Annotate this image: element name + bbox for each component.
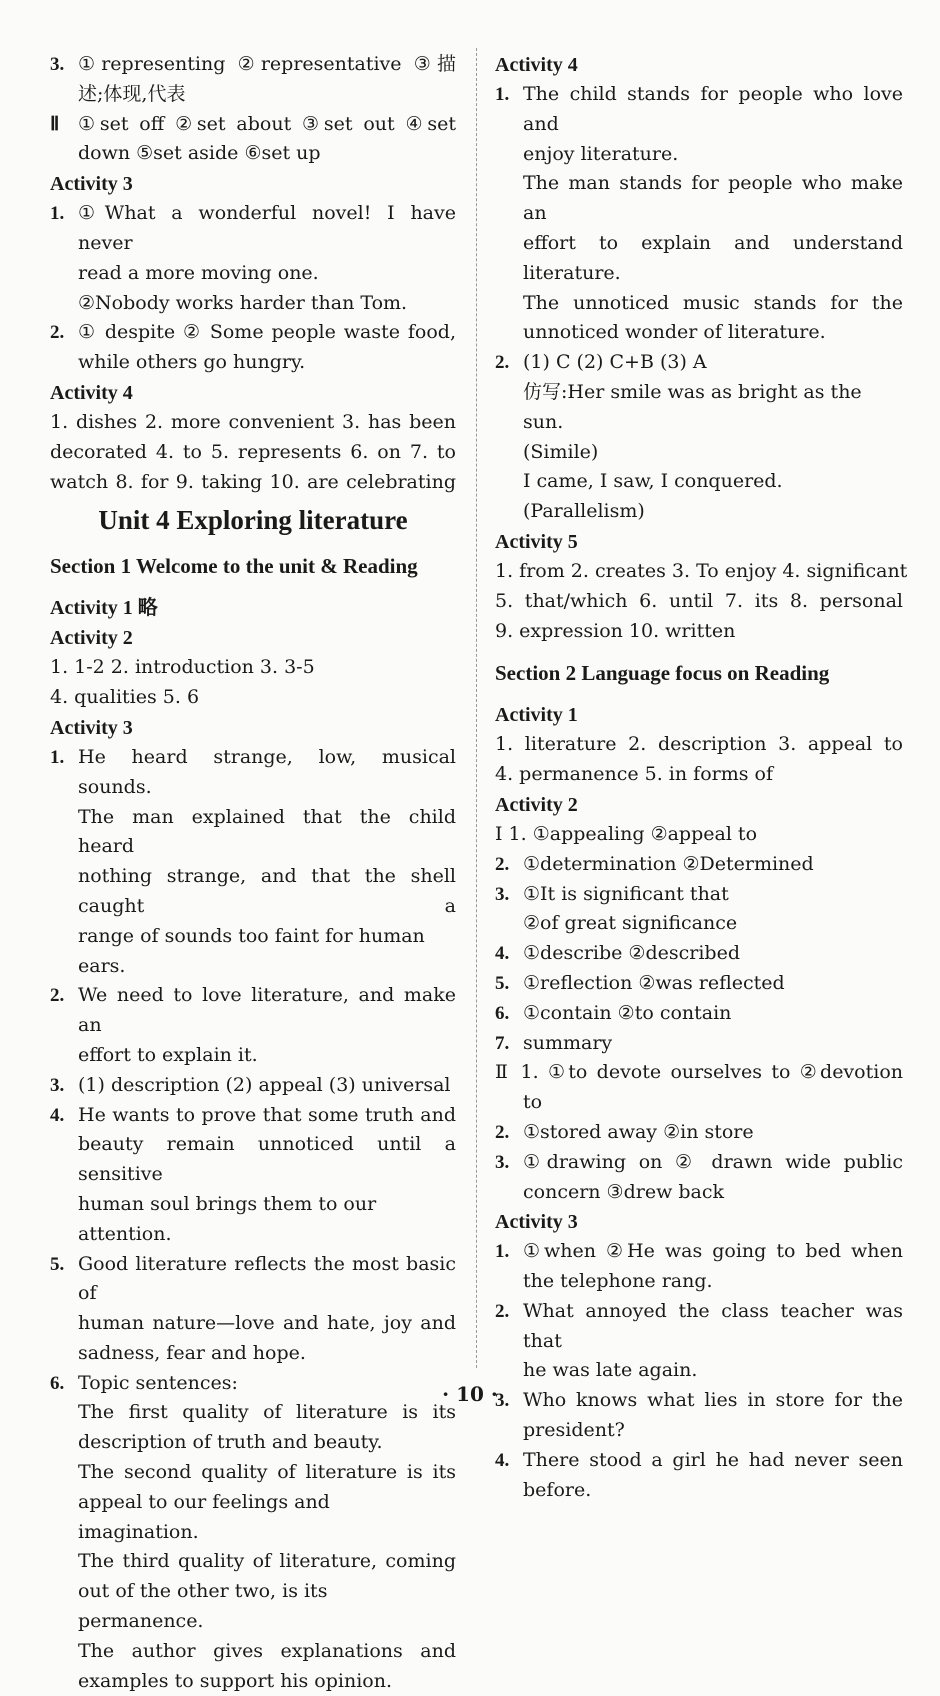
right-column xyxy=(495,50,908,1505)
left-column xyxy=(50,50,456,1696)
answer-line: There stood a girl he had never seen xyxy=(523,1448,903,1471)
answer-line: The third quality of literature, coming xyxy=(78,1550,456,1573)
s2-a3-q4 xyxy=(495,1446,903,1506)
answer-line: What annoyed the class teacher was that xyxy=(523,1299,903,1352)
answer-line: concern ③drew back xyxy=(523,1180,725,1203)
answer-line: 9. expression 10. written xyxy=(495,619,736,642)
answer-line: to xyxy=(523,1091,543,1114)
answer-line: appeal to our feelings and imagination. xyxy=(78,1490,330,1543)
item-number: 3. xyxy=(50,1074,65,1096)
answer-line: Ⅰ 1. ①appealing ②appeal to xyxy=(495,822,758,845)
answer-line: decorated 4. to 5. represents 6. on 7. to xyxy=(50,440,456,463)
answer-line: human soul brings them to our attention. xyxy=(78,1192,377,1245)
item-number: 1. xyxy=(495,1241,510,1263)
s2-a2-q6 xyxy=(495,999,903,1029)
answer-line: effort to explain it. xyxy=(78,1043,258,1066)
answer-line: Who knows what lies in store for the xyxy=(523,1389,903,1412)
item-number: 2. xyxy=(495,1121,510,1143)
answer-line: ①when ②He was going to bed when xyxy=(523,1240,903,1263)
answer-line: The child stands for people who love and xyxy=(523,83,903,135)
item-number: 5. xyxy=(50,1253,65,1275)
s2-a2-ii-q3 xyxy=(495,1148,903,1208)
answer-line: examples to support his opinion. xyxy=(78,1669,393,1692)
answer-line: ① despite ② Some people waste food, xyxy=(78,321,456,344)
answer-line: 1. 1-2 2. introduction 3. 3-5 xyxy=(50,656,315,679)
answer-line: ①contain ②to contain xyxy=(523,1001,732,1024)
s1-a3-q2 xyxy=(50,981,456,1070)
activity-heading: Activity 3 xyxy=(50,716,133,739)
answer-line: The man stands for people who make an xyxy=(523,172,903,225)
answer-line: ①determination ②Determined xyxy=(523,852,814,875)
answer-line: The man explained that the child heard xyxy=(78,805,456,858)
s2-a2-q4 xyxy=(495,939,903,969)
part-ii-answer xyxy=(50,110,456,170)
answer-line: unnoticed wonder of literature. xyxy=(523,321,826,344)
item-number: 4. xyxy=(495,943,510,965)
item-number: 3. xyxy=(495,883,510,905)
answer-line: ①reflection ②was reflected xyxy=(523,971,785,994)
activity-heading: Activity 2 xyxy=(495,793,578,816)
s2-a3-q1 xyxy=(495,1237,903,1297)
s1-a3-q1 xyxy=(50,743,456,981)
answer-line: (Simile) xyxy=(523,440,599,463)
item-number: 6. xyxy=(495,1002,510,1024)
answer-line: ②of great significance xyxy=(523,912,738,935)
item-number: 5. xyxy=(495,972,510,994)
answer-line: Ⅱ 1. ①to devote ourselves to ②devotion xyxy=(495,1061,903,1084)
activity-heading: Activity 4 xyxy=(50,381,133,404)
item-number: 2. xyxy=(495,1300,510,1322)
answer-line: The first quality of literature is its xyxy=(78,1401,456,1424)
answer-line: sadness, fear and hope. xyxy=(78,1341,306,1364)
answer-line: summary xyxy=(523,1031,613,1054)
activity-heading: Activity 5 xyxy=(495,530,578,553)
answer-line: We need to love literature, and make an xyxy=(78,984,456,1037)
answer-line: down ⑤set aside ⑥set up xyxy=(78,142,321,165)
s1-a3-q6 xyxy=(50,1369,456,1696)
item-number: 2. xyxy=(495,853,510,875)
answer-line: president? xyxy=(523,1419,625,1442)
s1-a3-q5 xyxy=(50,1250,456,1369)
s2-a2-q2 xyxy=(495,850,903,880)
answer-line: Good literature reflects the most basic of xyxy=(78,1252,456,1305)
activity-heading: Activity 2 xyxy=(50,627,133,650)
answer-line: 4. permanence 5. in forms of xyxy=(495,763,773,786)
answer-line: ①set off ②set about ③set out ④set xyxy=(78,112,456,135)
activity-heading: Activity 1 xyxy=(495,704,578,727)
unit-title: Unit 4 Exploring literature xyxy=(98,505,408,536)
answer-line: out of the other two, is its permanence. xyxy=(78,1580,328,1633)
answer-line: He wants to prove that some truth and xyxy=(78,1103,456,1126)
answer-line: enjoy literature. xyxy=(523,142,679,165)
r-a4-q1 xyxy=(495,80,903,348)
answer-line: range of sounds too faint for human ears. xyxy=(78,924,425,977)
answer-line: I came, I saw, I conquered. (Parallelism) xyxy=(523,470,783,523)
s1-a3-q3 xyxy=(50,1071,456,1101)
answer-line: ②Nobody works harder than Tom. xyxy=(78,291,408,314)
part-number: Ⅱ xyxy=(50,113,60,135)
a3-q1 xyxy=(50,199,456,318)
answer-line: ①What a wonderful novel! I have never xyxy=(78,202,456,254)
s2-a2-q5 xyxy=(495,969,903,999)
s2-a3-q2 xyxy=(495,1297,903,1386)
item-number: 4. xyxy=(495,1449,510,1471)
answer-line: The author gives explanations and xyxy=(78,1639,456,1662)
answer-line: ①describe ②described xyxy=(523,942,740,965)
answer-line: ①It is significant that xyxy=(523,882,729,905)
item-number: 3. xyxy=(50,54,65,75)
answer-line: He heard strange, low, musical sounds. xyxy=(78,745,456,798)
answer-line: description of truth and beauty. xyxy=(78,1431,383,1454)
section-title: Section 2 Language focus on Reading xyxy=(495,661,830,686)
s2-a2-ii-q2 xyxy=(495,1118,903,1148)
item-number: 3. xyxy=(495,1151,510,1173)
answer-line: (1) description (2) appeal (3) universal xyxy=(78,1073,451,1096)
answer-line: nothing strange, and that the shell caught a xyxy=(78,865,456,917)
r-a4-q2 xyxy=(495,348,903,527)
answer-line: The unnoticed music stands for the xyxy=(523,291,903,314)
item-number: 2. xyxy=(50,322,65,344)
answer-line: while others go hungry. xyxy=(78,351,306,374)
q3-answer xyxy=(50,50,456,110)
answer-line: 1. dishes 2. more convenient 3. has been xyxy=(50,410,456,433)
activity-heading: Activity 1 略 xyxy=(50,597,158,620)
activity-heading: Activity 3 xyxy=(50,173,133,196)
answer-line: (1) C (2) C+B (3) A xyxy=(523,351,707,374)
answer-line: Topic sentences: xyxy=(78,1371,238,1394)
item-number: 1. xyxy=(495,84,510,105)
answer-line: 1. literature 2. description 3. appeal to xyxy=(495,733,903,756)
item-number: 2. xyxy=(50,985,65,1007)
answer-line: watch 8. for 9. taking 10. are celebrating xyxy=(50,470,456,493)
item-number: 3. xyxy=(495,1390,510,1412)
column-divider xyxy=(476,48,477,1368)
s1-a3-q4 xyxy=(50,1101,456,1250)
answer-line: 4. qualities 5. 6 xyxy=(50,686,200,709)
answer-line: ①representing ②representative ③描 xyxy=(78,53,456,75)
answer-line: 1. from 2. creates 3. To enjoy 4. significant xyxy=(495,559,908,582)
activity-heading: Activity 4 xyxy=(495,54,578,76)
item-number: 7. xyxy=(495,1032,510,1054)
answer-line: ①stored away ②in store xyxy=(523,1120,754,1143)
item-number: 2. xyxy=(495,352,510,374)
answer-line: 5. that/which 6. until 7. its 8. personal xyxy=(495,589,903,612)
answer-line: The second quality of literature is its xyxy=(78,1461,456,1484)
s2-a2-q7 xyxy=(495,1029,903,1059)
item-number: 6. xyxy=(50,1372,65,1394)
item-number: 1. xyxy=(50,746,65,768)
answer-line: he was late again. xyxy=(523,1359,698,1382)
item-number: 4. xyxy=(50,1104,65,1126)
a3-q2 xyxy=(50,318,456,378)
activity-heading: Activity 3 xyxy=(495,1211,578,1234)
page-number: · 10 · xyxy=(442,1382,498,1406)
answer-line: the telephone rang. xyxy=(523,1270,713,1293)
answer-line: before. xyxy=(523,1478,592,1501)
item-number: 1. xyxy=(50,203,65,225)
s2-a2-q3 xyxy=(495,880,903,940)
answer-line: human nature—love and hate, joy and xyxy=(78,1312,456,1335)
answer-line: ①drawing on ② drawn wide public xyxy=(523,1150,903,1173)
answer-line: read a more moving one. xyxy=(78,261,319,284)
answer-line: 仿写:Her smile was as bright as the sun. xyxy=(523,380,862,433)
answer-line: beauty remain unnoticed until a sensitive xyxy=(78,1133,456,1186)
answer-line: 述;体现,代表 xyxy=(78,82,186,105)
answer-line: effort to explain and understand literature. xyxy=(523,231,903,284)
section-title: Section 1 Welcome to the unit & Reading xyxy=(50,554,418,579)
